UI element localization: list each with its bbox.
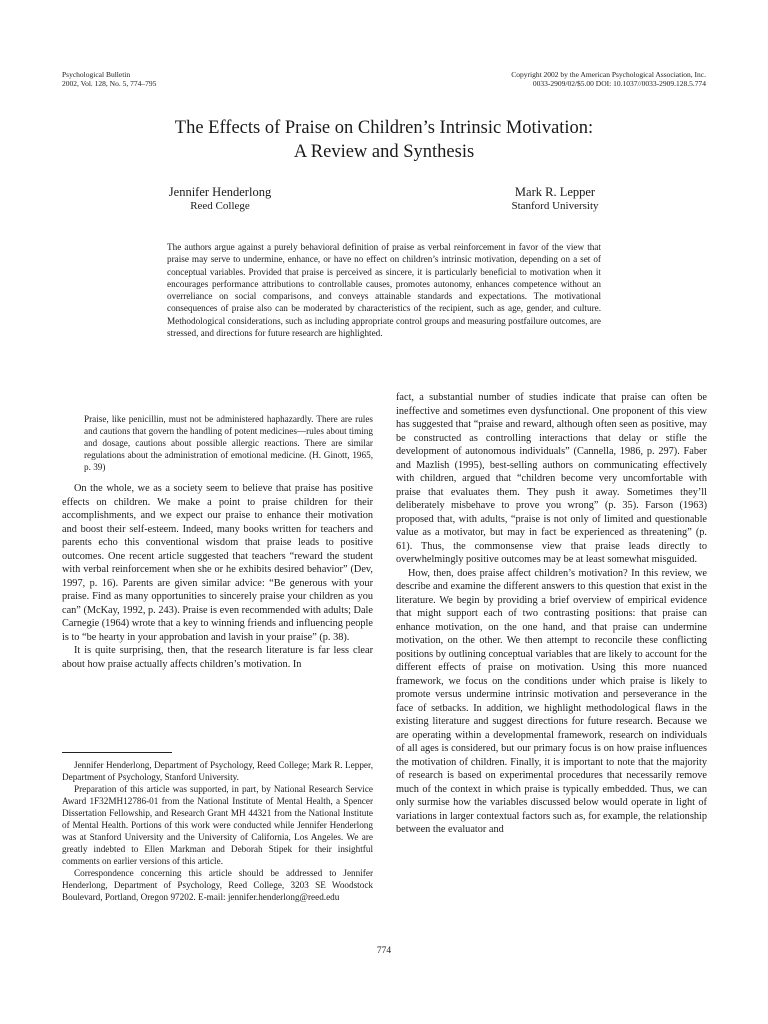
author-block-1 bbox=[130, 185, 310, 213]
abstract: The authors argue against a purely behavioral definition of praise as verbal reinforcement in favor of the view that praise may serve to undermine, enhance, or have no effect on children’s intrinsic motivation, depending on a set of conceptual variables. Provided that praise is perceived as sincere, it is particularly beneficial to motivation when it encourages performance attributions to controllable causes, promotes autonomy, enhances competence without an overreliance on social comparisons, and conveys attainable standards and expectations. The motivational consequences of praise also can be moderated by characteristics of the recipient, such as age, gender, and culture. Methodological considerations, such as including appropriate control groups and measuring postfailure outcomes, are stressed, and directions for future research are highlighted. bbox=[167, 242, 601, 339]
page-number: 774 bbox=[376, 946, 392, 956]
left-column bbox=[62, 413, 373, 671]
epigraph: Praise, like penicillin, must not be administered haphazardly. There are rules and cautions that govern the handling of potent medicines—rules about timing and dosage, cautions about possible allergic reactions. There are similar regulations about the administration of emotional medicine. (H. Ginott, 1965, p. 39) bbox=[84, 414, 373, 472]
body-paragraph: On the whole, we as a society seem to believe that praise has positive effects on children. We make a point to praise children for their accomplishments, and we expect our praise to enhance their motivation and boost their self-esteem. Indeed, many books written for teachers and parents echo this conventional wisdom that praise leads to positive outcomes. One recent article suggested that teachers “reward the student with verbal reinforcement when she or he exhibits desired behavior” (Dev, 1997, p. 16). Parents are given similar advice: “Be generous with your praise. Find as many opportunities to sincerely praise your children as you can” (McKay, 1992, p. 243). Praise is even recommended with adults; Dale Carnegie (1964) wrote that a key to winning friends and influencing people is to “be hearty in your approbation and lavish in your praise” (p. 38). bbox=[62, 483, 373, 643]
author-name: Mark R. Lepper bbox=[514, 185, 596, 199]
title-line-1: The Effects of Praise on Children’s Intrinsic Motivation: bbox=[174, 118, 594, 138]
body-paragraph: How, then, does praise affect children’s motivation? In this review, we describe and examine the different answers to this question that exist in the literature. We begin by providing a brief overview of empirical evidence that might support each of two contrasting positions: that praise can enhance motivation, on the one hand, and that praise can undermine motivation, on the other. We then attempt to reconcile these conflicting positions by outlining conceptual variables that are likely to account for the different effects of praise on motivation. Using this more nuanced framework, we focus on the conditions under which praise is likely to promote versus undermine intrinsic motivation and perseverance in the face of setbacks. In addition, we highlight methodological flaws in the existing literature and suggest directions for future research. Because we are operating within a developmental framework, research on individuals of all ages is considered, but our primary focus is on how praise influences the motivation of children. Finally, it is important to note that the majority of research is based on experimental procedures that necessarily remove much of the context in which praise is typically embedded. Thus, we can only surmise how the variables discussed below would operate in light of variations in larger contextual factors such as, for example, the relationship between the evaluator and bbox=[396, 567, 707, 835]
journal-name: Psychological Bulletin bbox=[62, 70, 131, 79]
author-name: Jennifer Henderlong bbox=[168, 185, 272, 199]
article-title bbox=[60, 116, 708, 164]
footnote: Correspondence concerning this article should be addressed to Jennifer Henderlong, Department of Psychology, Reed College, 3203 SE Woodstock Boulevard, Portland, Oregon 97202. E-mail: jennifer.henderlong@reed.edu bbox=[62, 868, 373, 902]
doi-line: 0033-2909/02/$5.00 DOI: 10.1037//0033-2909.128.5.774 bbox=[532, 79, 706, 88]
footnote-rule bbox=[62, 752, 172, 753]
title-line-2: A Review and Synthesis bbox=[293, 142, 475, 162]
footnote: Preparation of this article was supported, in part, by National Research Service Award 1F32MH12786-01 from the National Institute of Mental Health, a Spencer Dissertation Fellowship, and Research Grant MH 44321 from the National Institute of Mental Health. Portions of this work were conducted while Jennifer Henderlong was at Stanford University and the University of California, Los Angeles. We are greatly indebted to Ellen Markman and Deborah Stipek for their insightful comments on earlier versions of this article. bbox=[62, 784, 373, 866]
author-affiliation: Reed College bbox=[190, 200, 250, 212]
copyright-header bbox=[511, 70, 706, 88]
body-paragraph: It is quite surprising, then, that the research literature is far less clear about how praise actually affects children’s motivation. In bbox=[62, 645, 373, 670]
journal-citation: 2002, Vol. 128, No. 5, 774–795 bbox=[62, 79, 157, 88]
copyright-line: Copyright 2002 by the American Psychological Association, Inc. bbox=[511, 70, 706, 79]
author-affiliation: Stanford University bbox=[511, 200, 599, 212]
author-notes bbox=[62, 752, 373, 903]
body-paragraph: fact, a substantial number of studies indicate that praise can often be ineffective and sometimes even dysfunctional. One proponent of this view has suggested that “praise and reward, although often seen as positive, may be constructed as controlling interactions that delay or stifle the development of autonomous individuals” (Cannella, 1986, p. 297). Faber and Mazlish (1995), best-selling authors on communicating effectively with children, argued that “children become very uncomfortable with praise that evaluates them. They push it away. Sometimes they’ll deliberately misbehave to prove you wrong” (p. 35). Farson (1963) proposed that, with adults, “praise is not only of limited and questionable value as a motivator, but may in fact be experienced as threatening” (p. 61). Thus, the commonsense view that praise leads directly to overwhelmingly positive outcomes may be at least somewhat misguided. bbox=[396, 392, 707, 565]
author-block-2 bbox=[465, 185, 645, 213]
journal-header bbox=[62, 70, 156, 88]
footnote: Jennifer Henderlong, Department of Psychology, Reed College; Mark R. Lepper, Department of Psychology, Stanford University. bbox=[62, 760, 373, 782]
right-column bbox=[396, 391, 707, 837]
